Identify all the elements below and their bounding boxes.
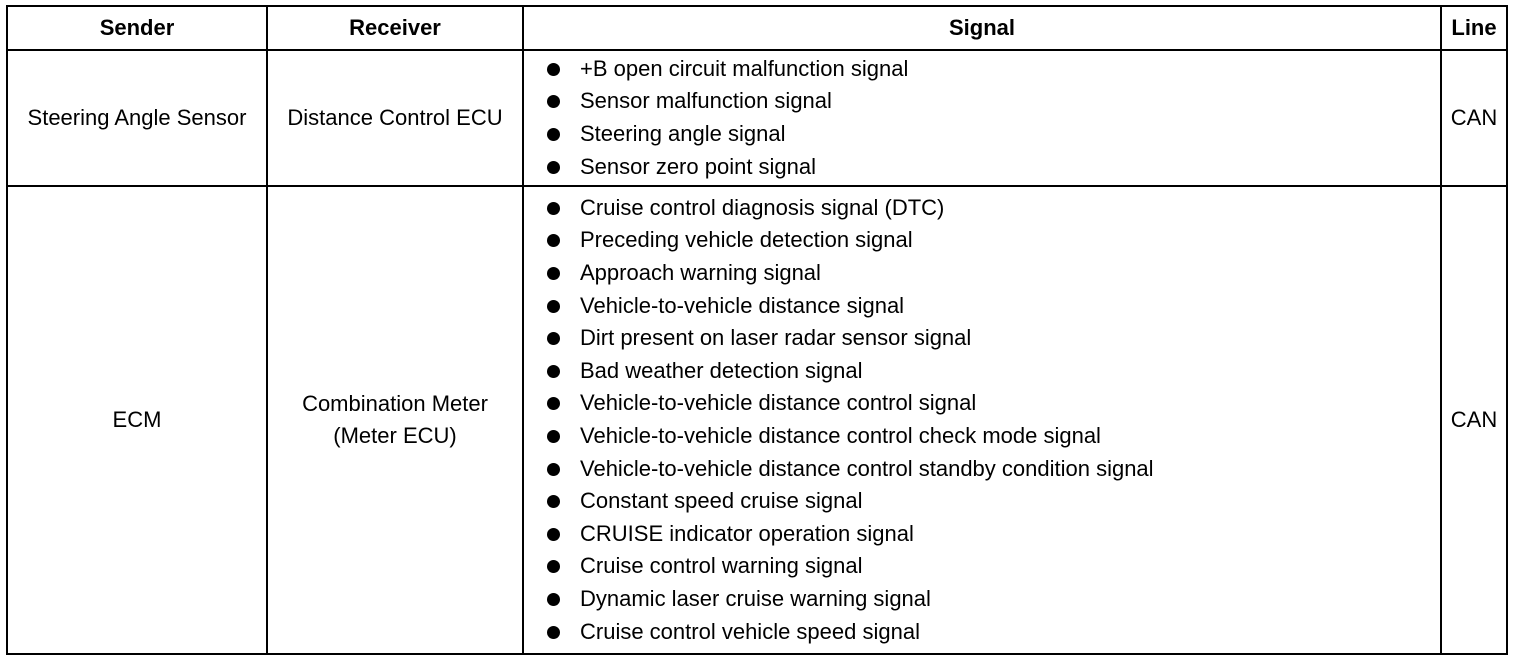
list-item <box>524 518 1440 551</box>
signal-cell <box>523 50 1441 186</box>
signal-text: Vehicle-to-vehicle distance control check mode signal <box>580 423 1101 448</box>
bullet-icon <box>547 300 560 313</box>
signal-list <box>524 53 1440 183</box>
signal-text: Preceding vehicle detection signal <box>580 227 913 253</box>
bullet-icon <box>547 267 560 280</box>
receiver-line-1: Distance Control ECU <box>287 105 503 130</box>
header-receiver: Receiver <box>267 6 523 50</box>
list-item <box>524 355 1440 388</box>
header-sender: Sender <box>7 6 267 50</box>
list-item <box>524 485 1440 518</box>
list-item <box>524 583 1440 616</box>
bullet-icon <box>547 161 560 174</box>
signal-list <box>524 192 1440 648</box>
signal-text: Constant speed cruise signal <box>580 488 863 514</box>
bullet-icon <box>547 397 560 410</box>
signal-text: Vehicle-to-vehicle distance signal <box>580 292 905 318</box>
signal-text: Dirt present on laser radar sensor signal <box>580 325 972 351</box>
bullet-icon <box>547 234 560 247</box>
list-item <box>524 550 1440 583</box>
signal-text: Dynamic laser cruise warning signal <box>580 585 931 611</box>
header-line: Line <box>1441 6 1507 50</box>
header-signal: Signal <box>523 6 1441 50</box>
list-item <box>524 290 1440 323</box>
sender-cell: Steering Angle Sensor <box>7 50 267 186</box>
signal-text: Approach warning signal <box>580 260 821 286</box>
bullet-icon <box>547 128 560 141</box>
bullet-icon <box>547 365 560 378</box>
bullet-icon <box>547 560 560 573</box>
list-item <box>524 85 1440 118</box>
bullet-icon <box>547 528 560 541</box>
bullet-icon <box>547 202 560 215</box>
receiver-cell <box>267 186 523 654</box>
receiver-cell <box>267 50 523 186</box>
bullet-icon <box>547 63 560 76</box>
signal-text: Sensor malfunction signal <box>580 88 832 114</box>
signal-cell <box>523 186 1441 654</box>
receiver-line-2: (Meter ECU) <box>333 423 457 448</box>
list-item <box>524 420 1440 453</box>
communication-table <box>6 5 1508 655</box>
bullet-icon <box>547 332 560 345</box>
line-cell: CAN <box>1441 50 1507 186</box>
list-item <box>524 224 1440 257</box>
signal-text: Cruise control diagnosis signal (DTC) <box>580 194 945 220</box>
bullet-icon <box>547 593 560 606</box>
bullet-icon <box>547 626 560 639</box>
list-item <box>524 192 1440 225</box>
list-item <box>524 257 1440 290</box>
bullet-icon <box>547 95 560 108</box>
table-row <box>7 50 1507 186</box>
signal-text: Vehicle-to-vehicle distance control signal <box>580 390 977 416</box>
signal-text: Steering angle signal <box>580 121 786 146</box>
list-item <box>524 322 1440 355</box>
signal-text: +B open circuit malfunction signal <box>580 55 909 81</box>
header-row <box>7 6 1507 50</box>
signal-text: Vehicle-to-vehicle distance control standby condition signal <box>580 455 1154 481</box>
sender-cell: ECM <box>7 186 267 654</box>
receiver-line-1: Combination Meter <box>302 391 488 416</box>
list-item <box>524 118 1440 151</box>
list-item <box>524 151 1440 184</box>
table-row <box>7 186 1507 654</box>
list-item <box>524 616 1440 649</box>
signal-text: CRUISE indicator operation signal <box>580 520 914 546</box>
line-cell: CAN <box>1441 186 1507 654</box>
list-item <box>524 53 1440 86</box>
signal-text: Bad weather detection signal <box>580 357 863 383</box>
signal-text: Sensor zero point signal <box>580 153 817 179</box>
bullet-icon <box>547 495 560 508</box>
bullet-icon <box>547 463 560 476</box>
list-item <box>524 387 1440 420</box>
list-item <box>524 453 1440 486</box>
signal-text: Cruise control vehicle speed signal <box>580 618 920 644</box>
bullet-icon <box>547 430 560 443</box>
signal-text: Cruise control warning signal <box>580 553 863 579</box>
